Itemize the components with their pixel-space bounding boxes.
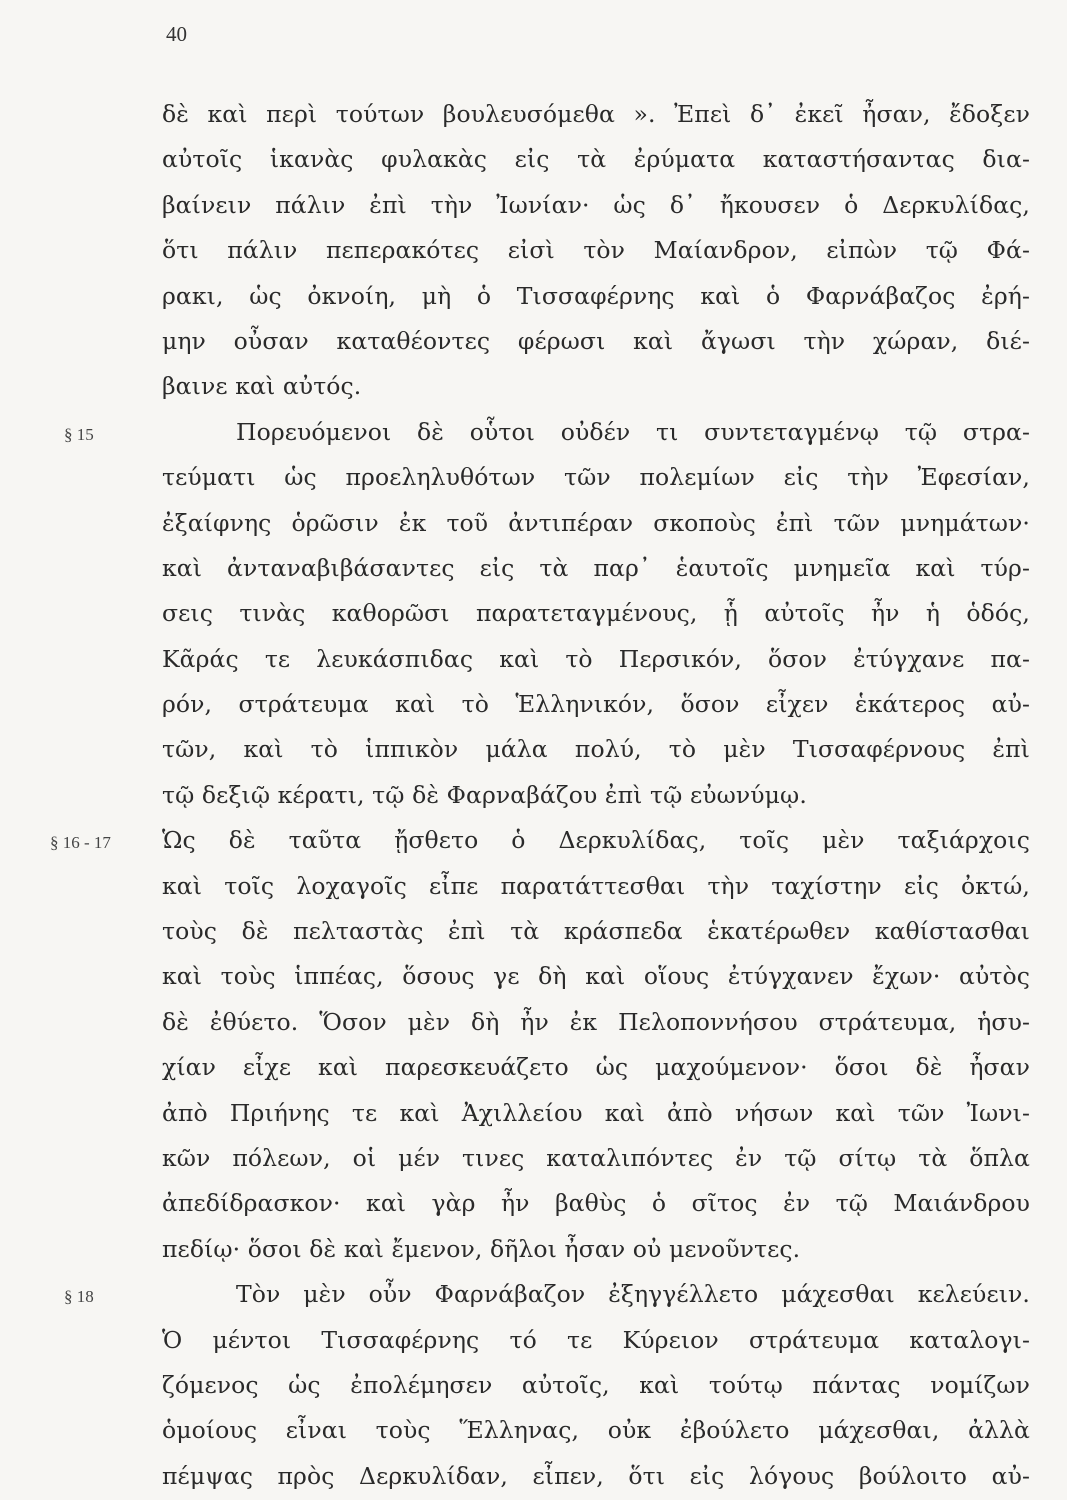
line-text: δὲ ἐθύετο. Ὅσον μὲν δὴ ἦν ἐκ Πελοποννήσου στράτευμα, ἡσυ-	[162, 1007, 1030, 1036]
line-text: ζόμενος ὡς ἐπολέμησεν αὐτοῖς, καὶ τούτῳ πάντας νομίζων	[162, 1370, 1030, 1399]
text-line	[0, 1272, 1067, 1317]
paragraph	[0, 1272, 1067, 1499]
line-text: αὐτοῖς ἱκανὰς φυλακὰς εἰς τὰ ἐρύματα καταστήσαντας δια-	[162, 145, 1030, 174]
text-line	[0, 319, 1067, 364]
paragraph	[0, 818, 1067, 1272]
line-text: πέμψας πρὸς Δερκυλίδαν, εἶπεν, ὅτι εἰς λόγους βούλοιτο αὐ-	[162, 1461, 1030, 1490]
line-text: ἐξαίφνης ὁρῶσιν ἐκ τοῦ ἀντιπέραν σκοποὺς ἐπὶ τῶν μνημάτων·	[162, 508, 1030, 537]
line-text: μην οὖσαν καταθέοντες φέρωσι καὶ ἄγωσι τὴν χώραν, διέ-	[162, 326, 1030, 355]
line-text: ρόν, στράτευμα καὶ τὸ Ἑλληνικόν, ὅσον εἶχεν ἑκάτερος αὐ-	[162, 690, 1030, 719]
text-line	[0, 1045, 1067, 1090]
section-marker: § 16 - 17	[50, 833, 111, 853]
line-text: καὶ ἀνταναβιβάσαντες εἰς τὰ παρ᾽ ἑαυτοῖς μνημεῖα καὶ τύρ-	[162, 553, 1030, 582]
line-text: καὶ τοῖς λοχαγοῖς εἶπε παρατάττεσθαι τὴν ταχίστην εἰς ὀκτώ,	[162, 871, 1030, 900]
line-text: ἀπὸ Πριήνης τε καὶ Ἀχιλλείου καὶ ἀπὸ νήσων καὶ τῶν Ἰωνι-	[162, 1098, 1030, 1127]
paragraph	[0, 92, 1067, 410]
line-text: τῶν, καὶ τὸ ἱππικὸν μάλα πολύ, τὸ μὲν Τισσαφέρνους ἐπὶ	[162, 735, 1030, 764]
line-text: δὲ καὶ περὶ τούτων βουλευσόμεθα ». Ἐπεὶ δ᾽ ἐκεῖ ἦσαν, ἔδοξεν	[162, 100, 1030, 128]
text-line	[0, 274, 1067, 319]
text-line	[0, 773, 1067, 818]
line-text: ἀπεδίδρασκον· καὶ γὰρ ἦν βαθὺς ὁ σῖτος ἐν τῷ Μαιάνδρου	[162, 1189, 1030, 1218]
text-line	[0, 364, 1067, 409]
text-line	[0, 1000, 1067, 1045]
text-line	[0, 92, 1067, 137]
text-line	[0, 682, 1067, 727]
line-text: ὁμοίους εἶναι τοὺς Ἕλληνας, οὐκ ἐβούλετο μάχεσθαι, ἀλλὰ	[162, 1416, 1030, 1445]
line-text: τοὺς δὲ πελταστὰς ἐπὶ τὰ κράσπεδα ἑκατέρωθεν καθίστασθαι	[162, 917, 1030, 946]
text-line	[0, 228, 1067, 273]
text-line	[0, 1136, 1067, 1181]
text-line	[0, 1227, 1067, 1272]
text-line	[0, 1318, 1067, 1363]
text-line	[0, 1091, 1067, 1136]
line-text: πεδίῳ· ὅσοι δὲ καὶ ἔμενον, δῆλοι ἦσαν οὐ μενοῦντες.	[162, 1234, 801, 1263]
line-text: χίαν εἶχε καὶ παρεσκευάζετο ὡς μαχούμενον· ὅσοι δὲ ἦσαν	[162, 1053, 1030, 1082]
line-text: ρακι, ὡς ὀκνοίη, μὴ ὁ Τισσαφέρνης καὶ ὁ Φαρνάβαζος ἐρή-	[162, 281, 1030, 310]
line-text: βαίνειν πάλιν ἐπὶ τὴν Ἰωνίαν· ὡς δ᾽ ἤκουσεν ὁ Δερκυλίδας,	[162, 190, 1030, 219]
text-line	[0, 727, 1067, 772]
line-text: Τὸν μὲν οὖν Φαρνάβαζον ἐξηγγέλλετο μάχεσθαι κελεύειν.	[236, 1280, 1030, 1309]
text-line	[0, 501, 1067, 546]
line-text: σεις τινὰς καθορῶσι παρατεταγμένους, ᾗ αὐτοῖς ἦν ἡ ὁδός,	[162, 599, 1030, 628]
text-line	[0, 410, 1067, 455]
page-number: 40	[166, 22, 187, 46]
text-line	[0, 864, 1067, 909]
text-line	[0, 1181, 1067, 1226]
line-text: Ὡς δὲ ταῦτα ᾔσθετο ὁ Δερκυλίδας, τοῖς μὲν ταξιάρχοις	[162, 826, 1030, 855]
text-line	[0, 591, 1067, 636]
line-text: τῷ δεξιῷ κέρατι, τῷ δὲ Φαρναβάζου ἐπὶ τῷ εὐωνύμῳ.	[162, 780, 807, 809]
text-line	[0, 1363, 1067, 1408]
line-text: κῶν πόλεων, οἱ μέν τινες καταλιπόντες ἐν τῷ σίτῳ τὰ ὅπλα	[162, 1143, 1030, 1172]
paragraph	[0, 410, 1067, 819]
section-marker: § 18	[64, 1287, 94, 1307]
text-line	[0, 137, 1067, 182]
body-text	[0, 92, 1067, 1499]
line-text: ὅτι πάλιν πεπερακότες εἰσὶ τὸν Μαίανδρον, εἰπὼν τῷ Φά-	[162, 236, 1030, 265]
text-line	[0, 1408, 1067, 1453]
text-line	[0, 637, 1067, 682]
text-line	[0, 546, 1067, 591]
line-text: Ὁ μέντοι Τισσαφέρνης τό τε Κύρειον στράτευμα καταλογι-	[162, 1325, 1030, 1354]
section-marker: § 15	[64, 424, 94, 444]
text-line	[0, 954, 1067, 999]
text-line	[0, 909, 1067, 954]
text-line	[0, 455, 1067, 500]
text-line	[0, 818, 1067, 863]
line-text: Πορευόμενοι δὲ οὗτοι οὐδέν τι συντεταγμένῳ τῷ στρα-	[236, 417, 1030, 446]
text-line	[0, 183, 1067, 228]
text-line	[0, 1454, 1067, 1499]
line-text: τεύματι ὡς προεληλυθότων τῶν πολεμίων εἰς τὴν Ἐφεσίαν,	[162, 463, 1030, 492]
line-text: Κᾶράς τε λευκάσπιδας καὶ τὸ Περσικόν, ὅσον ἐτύγχανε πα-	[162, 644, 1030, 673]
line-text: βαινε καὶ αὐτός.	[162, 372, 362, 401]
line-text: καὶ τοὺς ἱππέας, ὅσους γε δὴ καὶ οἵους ἐτύγχανεν ἔχων· αὐτὸς	[162, 962, 1030, 991]
